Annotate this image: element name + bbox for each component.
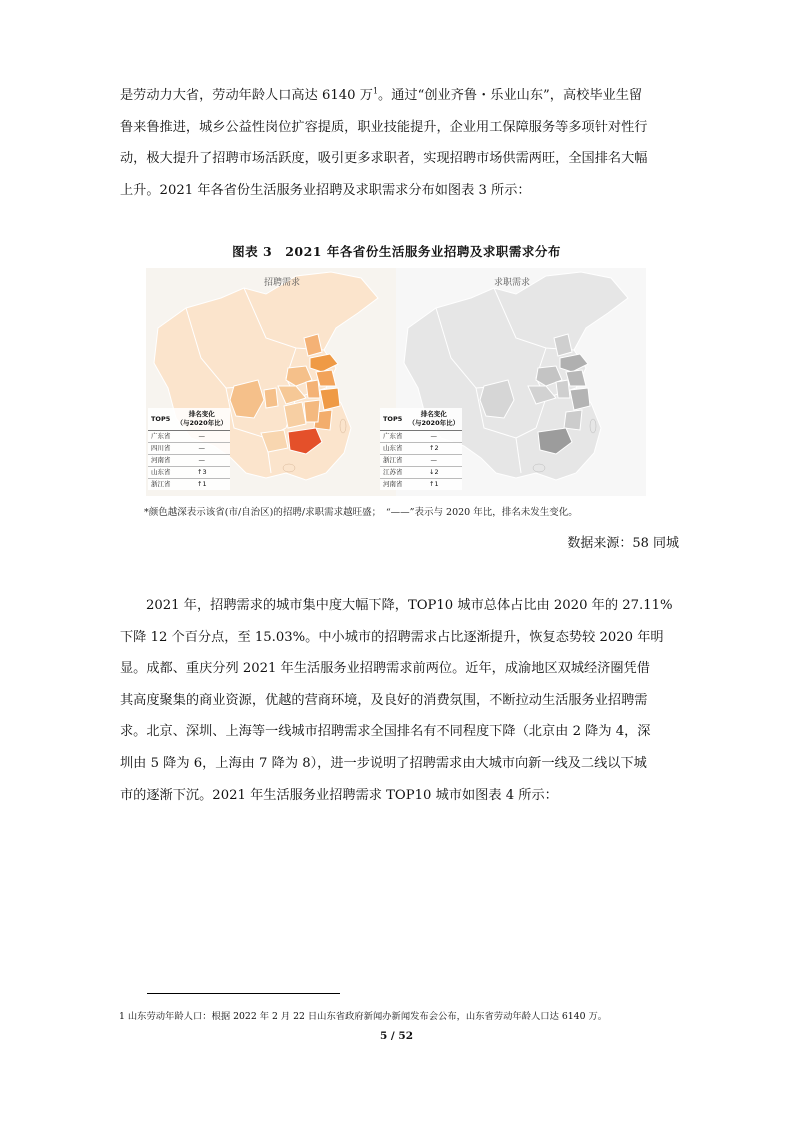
recruit-rank-change-header: 排名变化 （与2020年比）	[174, 408, 231, 431]
recruit-map-title: 招聘需求	[264, 278, 301, 288]
province-demand-figure	[146, 268, 646, 496]
para2-line-4: 其高度聚集的商业资源，优越的营商环境，及良好的消费氛围，不断拉动生活服务业招聘需	[120, 692, 648, 708]
recruit-hainan	[283, 464, 295, 472]
recruit-hunan	[284, 402, 306, 428]
jobseek-rank-change-header: 排名变化 （与2020年比）	[406, 408, 463, 431]
intro-line-1: 是劳动力大省，劳动年龄人口高达 6140 万$^1$。通过“创业齐鲁・乐业山东”，高校毕业生留	[120, 86, 643, 103]
para2-line-2: 下降 12 个百分点，至 15.03%。中小城市的招聘需求占比逐渐提升，恢复态势较 2020 年明	[120, 629, 664, 645]
table-row: 河南省 —	[148, 455, 230, 467]
table-row: 四川省 —	[148, 443, 230, 455]
jobseek-fujian	[564, 410, 582, 430]
table-row: 山东省 ↑2	[380, 443, 462, 455]
intro-paragraph	[120, 80, 676, 206]
recruit-chongqing	[264, 388, 278, 408]
recruit-top5-table	[148, 408, 230, 490]
jobseek-hainan	[533, 464, 545, 472]
jobseek-top5-header: TOP5	[380, 408, 406, 431]
jobseek-taiwan	[590, 419, 596, 433]
footnote-ref[interactable]: 1	[372, 86, 379, 96]
recruit-zhejiang	[320, 388, 340, 410]
intro-line-4: 上升。2021 年各省份生活服务业招聘及求职需求分布如图表 3 所示：	[120, 182, 531, 198]
table-row: 浙江省 ↑1	[148, 479, 230, 491]
jobseek-jiangsu	[566, 370, 586, 386]
data-source: 数据来源：58 同城	[567, 536, 679, 551]
footnote: 1 山东劳动年龄人口：根据 2022 年 2 月 22 日山东省政府新闻办新闻发布会公布，山东省劳动年龄人口达 6140 万。	[119, 1011, 608, 1022]
second-paragraph	[120, 590, 676, 811]
jobseek-zhejiang	[570, 388, 590, 410]
jobseek-map-panel	[383, 268, 646, 496]
para2-line-1: 2021 年，招聘需求的城市集中度大幅下降，TOP10 城市总体占比由 2020 年的 27.11%	[146, 598, 673, 613]
table-row: 江苏省 ↓2	[380, 467, 462, 479]
recruit-top5-header: TOP5	[148, 408, 174, 431]
figure-caption: 图表 3 2021 年各省份生活服务业招聘及求职需求分布	[232, 244, 561, 259]
jobseek-map-title: 求职需求	[494, 278, 531, 288]
intro-line-2: 鲁来鲁推进，城乡公益性岗位扩容提质，职业技能提升，企业用工保障服务等多项针对性行	[120, 119, 648, 135]
recruit-jiangsu	[316, 370, 336, 386]
table-row: 广东省 —	[148, 431, 230, 443]
footnote-divider	[147, 993, 340, 994]
table-row: 广东省 —	[380, 431, 462, 443]
recruit-jiangxi	[304, 400, 320, 422]
jobseek-anhui	[556, 380, 570, 398]
para2-line-5: 求。北京、深圳、上海等一线城市招聘需求全国排名有不同程度下降（北京由 2 降为 4，深	[120, 724, 651, 740]
recruit-taiwan	[340, 419, 346, 433]
intro-line-3: 动，极大提升了招聘市场活跃度，吸引更多求职者，实现招聘市场供需两旺，全国排名大幅	[120, 151, 648, 167]
recruit-map-panel	[146, 268, 396, 496]
para2-line-3: 显。成都、重庆分列 2021 年生活服务业招聘需求前两位。近年，成渝地区双城经济圈凭借	[120, 661, 650, 677]
para2-line-6: 圳由 5 降为 6，上海由 7 降为 8），进一步说明了招聘需求由大城市向新一线及二线以下城	[120, 755, 647, 771]
table-row: 山东省 ↑3	[148, 467, 230, 479]
table-row: 浙江省 —	[380, 455, 462, 467]
jobseek-top5-table	[380, 408, 462, 490]
table-row: 河南省 ↑1	[380, 479, 462, 491]
recruit-anhui	[306, 380, 320, 398]
para2-line-7: 市的逐渐下沉。2021 年生活服务业招聘需求 TOP10 城市如图表 4 所示：	[120, 787, 558, 803]
figure-note: *颜色越深表示该省(市/自治区)的招聘/求职需求越旺盛； “——”表示与 2020 年比，排名未发生变化。	[144, 507, 578, 518]
page-number: 5 / 52	[379, 1030, 414, 1042]
